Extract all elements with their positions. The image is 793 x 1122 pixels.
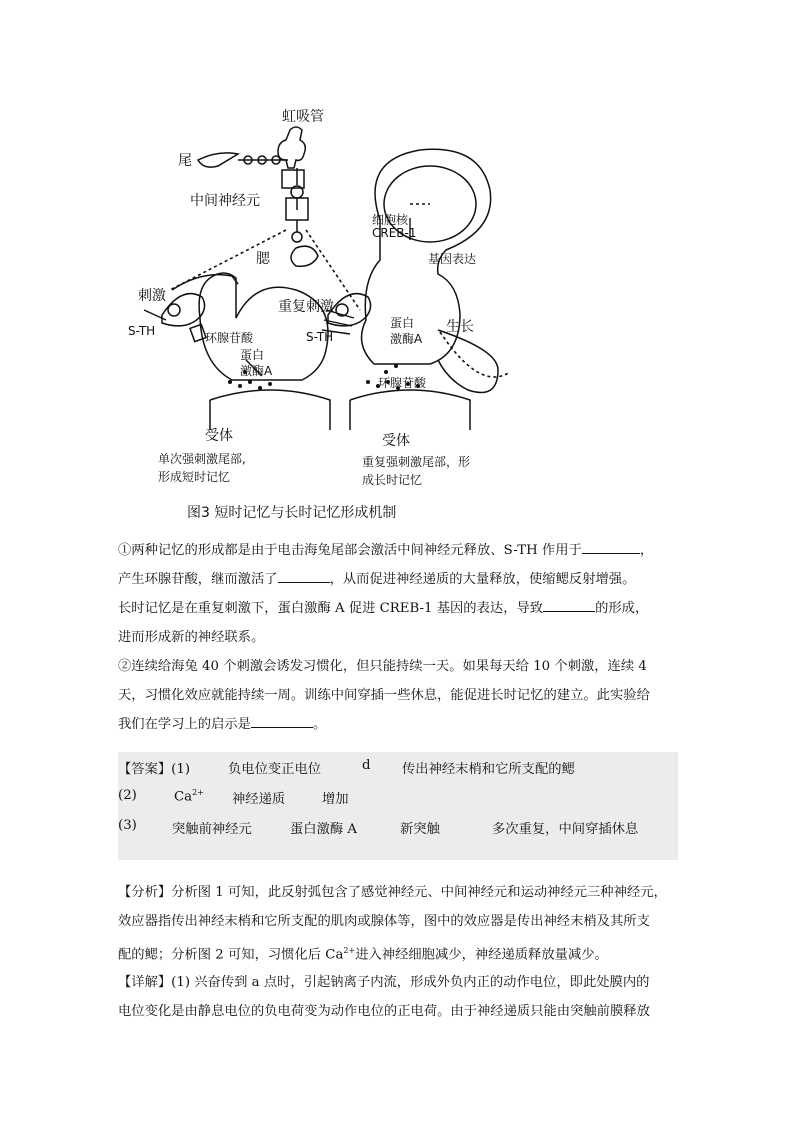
memory-mechanism-figure [110,100,530,495]
answer-block [118,752,678,860]
label-stimulus: 刺激 [138,288,166,304]
label-left-desc-2: 形成短时记忆 [158,470,231,484]
q2-text-3b: 。 [312,717,327,732]
answer-3-b: 蛋白激酶 A [290,822,358,837]
question-line: 进而形成新的神经联系。 [118,630,265,645]
answer-blank [582,539,640,554]
analysis-line: 【分析】分析图 1 可知，此反射弧包含了感觉神经元、中间神经元和运动神经元三种神经元， [118,885,667,900]
detail-line: 电位变化是由静息电位的负电荷变为动作电位的正电荷。由于神经递质只能由突触前膜释放 [118,1004,650,1019]
label-pka-right-1: 蛋白 [390,316,415,330]
analysis-line: 效应器指传出神经末梢和它所支配的肌肉或腺体等，图中的效应器是传出神经末梢及其所支 [118,914,650,929]
label-tail: 尾 [178,153,192,169]
answer-3-c: 新突触 [400,822,440,837]
label-pka-right-2: 激酶A [390,332,423,346]
answer-1-b: d [362,758,371,773]
label-right-desc-2: 成长时记忆 [362,473,423,487]
analysis-text-3a: 配的鳃；分析图 2 可知，习惯化后 Ca [118,947,344,963]
analysis-line [118,936,678,969]
label-creb: CREB-1 [372,226,417,240]
label-sth-right: S-TH [306,330,334,344]
question-line: ②连续给海兔 40 个刺激会诱发习惯化，但只能持续一天。如果每天给 10 个刺激，连续 4 [118,659,647,674]
label-gene-expression: 基因表达 [428,252,477,266]
label-interneuron: 中间神经元 [190,193,260,209]
analysis-text-3b: 进入神经细胞减少，神经递质释放量减少。 [355,947,608,963]
answer-3-a: 突触前神经元 [172,822,252,837]
q1-text-2a: 产生环腺苷酸，继而激活了 [118,572,278,587]
question-block [118,536,678,739]
label-pka-left-2: 激酶A [240,364,273,378]
label-receptor-right: 受体 [382,433,410,449]
ca-superscript: 2+ [343,946,356,955]
q1-text-2b: ，从而促进神经递质的大量释放，使缩鳃反射增强。 [329,572,636,587]
answer-label: 【答案】(1) [118,762,191,777]
question-line [118,536,678,565]
label-siphon: 虹吸管 [282,109,324,125]
answer-3-num: (3) [118,818,137,833]
label-growth: 生长 [446,319,474,335]
answer-blank [278,568,330,583]
label-right-desc-1: 重复强刺激尾部，形 [362,455,471,469]
answer-blank [251,713,313,728]
label-nucleus: 细胞核 [372,213,409,227]
label-receptor-left: 受体 [205,428,233,444]
label-left-desc-1: 单次强刺激尾部, [158,452,246,466]
question-line: 天，习惯化效应就能持续一周。训练中间穿插一些休息，能促进长时记忆的建立。此实验给 [118,688,650,703]
label-repeat-stimulus: 重复刺激 [278,299,334,315]
answer-3-d: 多次重复，中间穿插休息 [492,822,639,837]
q2-text-3a: 我们在学习上的启示是 [118,717,251,732]
q1-text-3b: 的形成， [595,601,649,616]
question-line [118,710,678,739]
label-gill: 腮 [256,251,270,267]
ca-text: Ca [174,789,193,805]
figure-caption: 图3 短时记忆与长时记忆形成机制 [187,505,397,521]
question-line [118,565,678,594]
answer-2-ca [174,788,204,804]
label-pka-left-1: 蛋白 [240,348,265,362]
q1-text-1-end: ， [639,543,654,558]
ca-superscript: 2+ [192,788,204,797]
detail-block [118,968,678,1026]
answer-2-num: (2) [118,788,137,803]
answer-2-a: 神经递质 [232,792,286,807]
label-camp-left: 环腺苷酸 [205,331,254,345]
label-sth-left: S-TH [128,324,156,338]
detail-line: 【详解】(1) 兴奋传到 a 点时，引起钠离子内流，形成外负内正的动作电位，即此处膜内的 [118,975,650,990]
q1-text-1: ①两种记忆的形成都是由于电击海兔尾部会激活中间神经元释放、S-TH 作用于 [118,543,582,558]
q1-text-3a: 长时记忆是在重复刺激下，蛋白激酶 A 促进 CREB-1 基因的表达，导致 [118,601,544,616]
analysis-block [118,878,678,969]
question-line [118,594,678,623]
answer-1-c: 传出神经末梢和它所支配的鳃 [402,762,575,777]
answer-blank [543,597,595,612]
answer-1-a: 负电位变正电位 [228,762,322,777]
answer-2-b: 增加 [322,792,349,807]
label-camp-right: 环腺苷酸 [378,376,427,390]
